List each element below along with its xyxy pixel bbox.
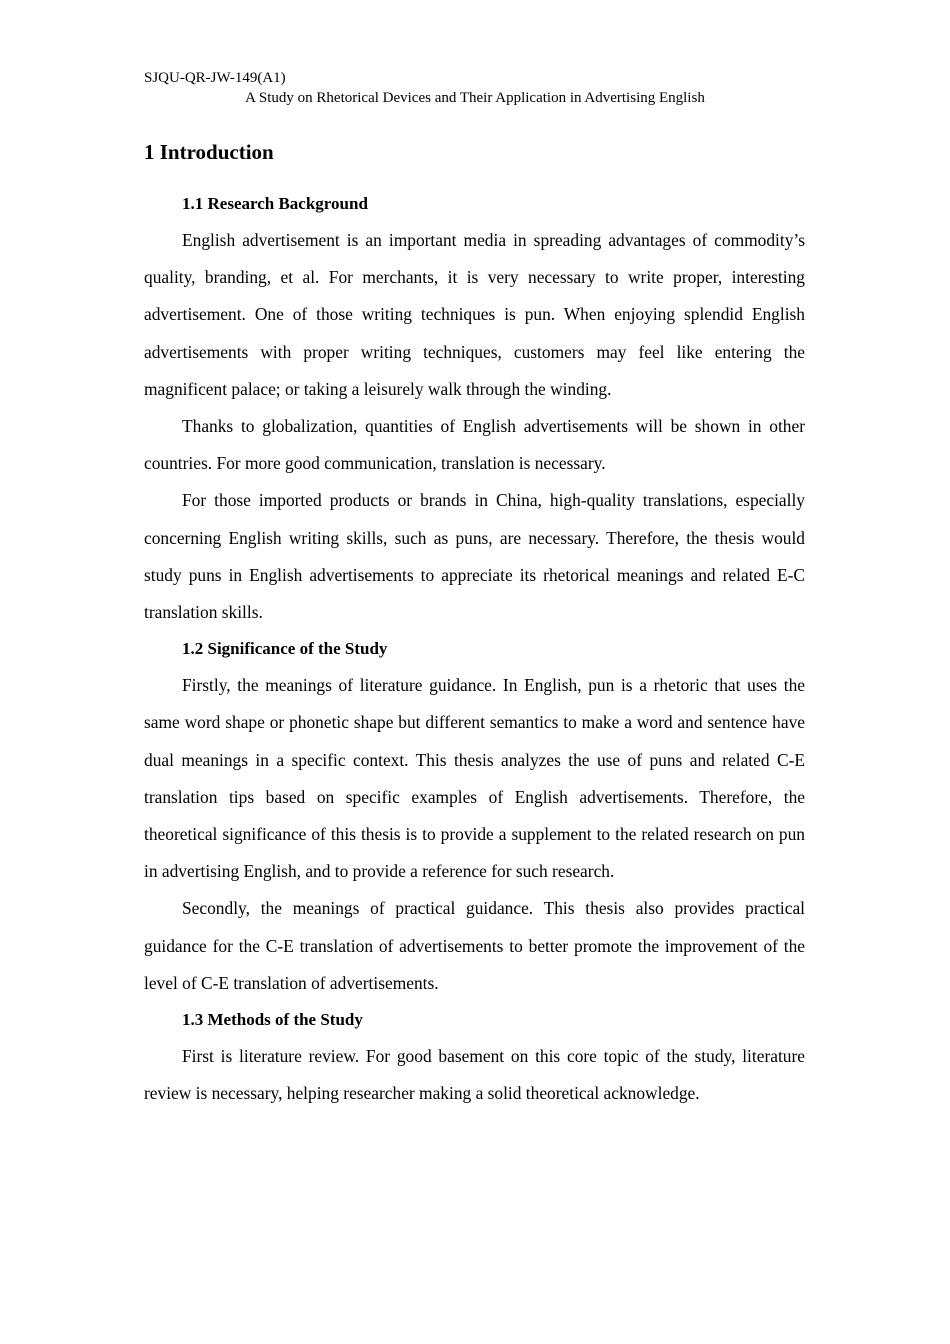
- paragraph: Secondly, the meanings of practical guidance. This thesis also provides practical guidance for the C-E translation of advertisements to better promote the improvement of the level of C-E translation of advertisements.: [144, 898, 805, 993]
- section-heading: 1.2 Significance of the Study: [182, 639, 388, 659]
- section-research-background: [144, 186, 805, 631]
- section-methods: [144, 1002, 805, 1112]
- section-heading: 1.1 Research Background: [182, 194, 368, 213]
- section-heading: 1.3 Methods of the Study: [182, 1010, 363, 1030]
- running-header-title: A Study on Rhetorical Devices and Their Application in Advertising English: [245, 90, 705, 106]
- paragraph: English advertisement is an important media in spreading advantages of commodity’s quality, branding, et al. For merchants, it is very necessary to write proper, interesting advertisement. One of those writing techniques is pun. When enjoying splendid English advertisements with proper writing techniques, customers may feel like entering the magnificent palace; or taking a leisurely walk through the winding.: [144, 230, 805, 399]
- chapter-title: 1 Introduction: [144, 140, 274, 164]
- paragraph: Thanks to globalization, quantities of English advertisements will be shown in other countries. For more good communication, translation is necessary.: [144, 416, 805, 474]
- section-significance: [144, 631, 805, 1002]
- paragraph: For those imported products or brands in China, high-quality translations, especially concerning English writing skills, such as puns, are necessary. Therefore, the thesis would study puns in English advertisements to appreciate its rhetorical meanings and related E-C translation skills.: [144, 490, 805, 623]
- paragraph: First is literature review. For good basement on this core topic of the study, literature review is necessary, helping researcher making a solid theoretical acknowledge.: [144, 1046, 805, 1104]
- document-code: SJQU-QR-JW-149(A1): [144, 70, 286, 86]
- paragraph: Firstly, the meanings of literature guidance. In English, pun is a rhetoric that uses the same word shape or phonetic shape but different semantics to make a word and sentence have dual meanings in a specific context. This thesis analyzes the use of puns and related C-E translation tips based on specific examples of English advertisements. Therefore, the theoretical significance of this thesis is to provide a supplement to the related research on pun in advertising English, and to provide a reference for such research.: [144, 675, 805, 882]
- document-body: [144, 136, 805, 1112]
